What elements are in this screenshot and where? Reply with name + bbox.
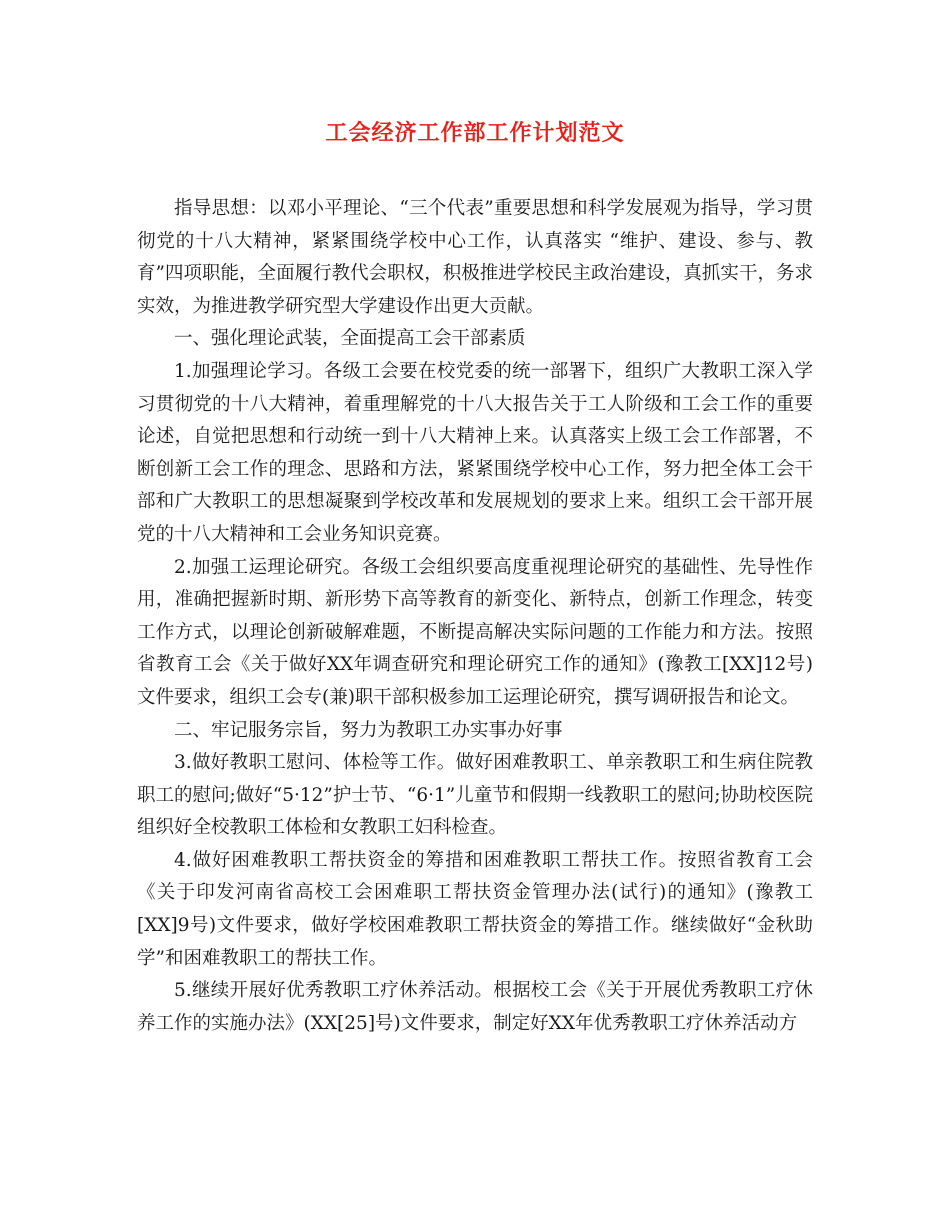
document-title: 工会经济工作部工作计划范文	[325, 121, 625, 146]
paragraph-item-1: 1.加强理论学习。各级工会要在校党委的统一部署下，组织广大教职工深入学习贯彻党的十八大精神，着重理解党的十八大报告关于工人阶级和工会工作的重要论述，自觉把思想和行动统一到十八大精神上来。认真落实上级工会工作部署，不断创新工会工作的理念、思路和方法，紧紧围绕学校中心工作，努力把全体工会干部和广大教职工的思想凝聚到学校改革和发展规划的要求上来。组织工会干部开展党的十八大精神和工会业务知识竞赛。	[137, 360, 813, 545]
paragraph-item-4: 4.做好困难教职工帮扶资金的筹措和困难教职工帮扶工作。按照省教育工会《关于印发河南省高校工会困难职工帮扶资金管理办法(试行)的通知》(豫教工[XX]9号)文件要求，做好学校困难教职工帮扶资金的筹措工作。继续做好“金秋助学”和困难教职工的帮扶工作。	[137, 849, 813, 969]
paragraph-item-3: 3.做好教职工慰问、体检等工作。做好困难教职工、单亲教职工和生病住院教职工的慰问;做好“5·12”护士节、“6·1”儿童节和假期一线教职工的慰问;协助校医院组织好全校教职工体检和女教职工妇科检查。	[137, 752, 813, 839]
section-heading-2: 二、牢记服务宗旨，努力为教职工办实事办好事	[174, 719, 563, 741]
document-body	[137, 193, 813, 1040]
paragraph-item-5: 5.继续开展好优秀教职工疗休养活动。根据校工会《关于开展优秀教职工疗休养工作的实施办法》(XX[25]号)文件要求，制定好XX年优秀教职工疗休养活动方	[137, 980, 813, 1034]
section-heading-1: 一、强化理论武装，全面提高工会干部素质	[174, 328, 526, 350]
paragraph-item-2: 2.加强工运理论研究。各级工会组织要高度重视理论研究的基础性、先导性作用，准确把握新时期、新形势下高等教育的新变化、新特点，创新工作理念，转变工作方式，以理论创新破解难题，不断提高解决实际问题的工作能力和方法。按照省教育工会《关于做好XX年调查研究和理论研究工作的通知》(豫教工[XX]12号)文件要求，组织工会专(兼)职干部积极参加工运理论研究，撰写调研报告和论文。	[137, 556, 813, 708]
paragraph-guiding-ideology: 指导思想：以邓小平理论、“三个代表”重要思想和科学发展观为指导，学习贯彻党的十八大精神，紧紧围绕学校中心工作，认真落实 “维护、建设、参与、教育”四项职能，全面履行教代会职权，积极推进学校民主政治建设，真抓实干，务求实效，为推进教学研究型大学建设作出更大贡献。	[137, 198, 813, 317]
